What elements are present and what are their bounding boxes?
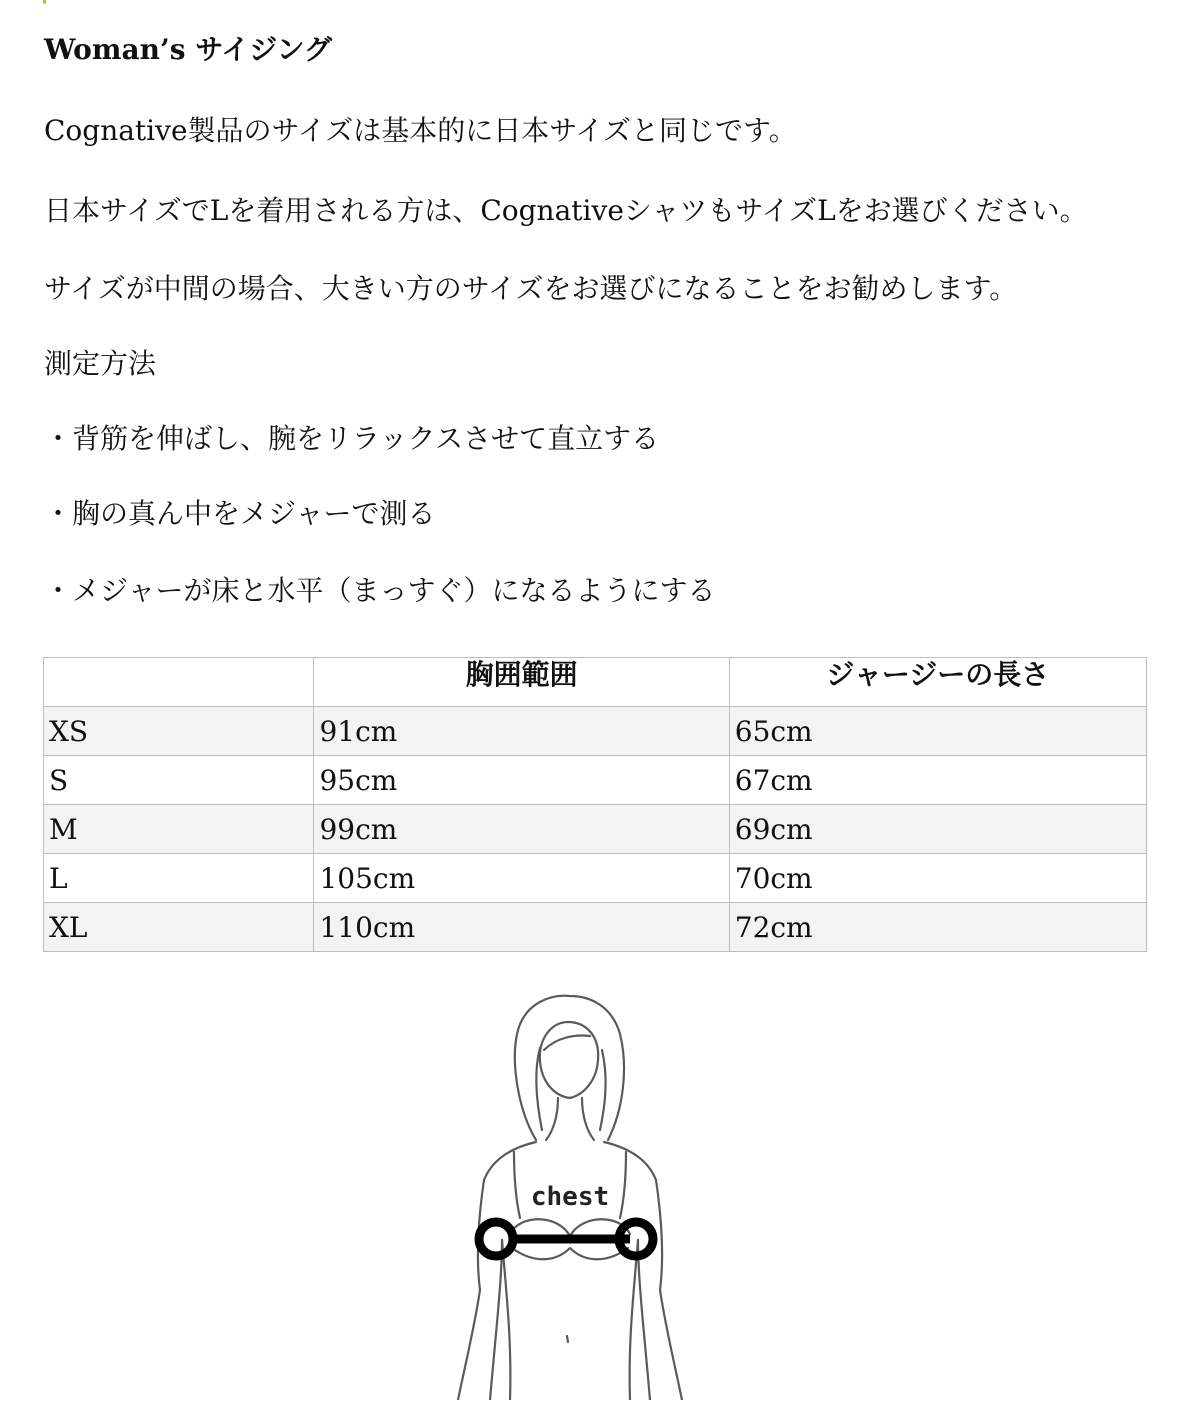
woman-outline-svg [440,990,700,1400]
size-table [43,657,1147,952]
size-cell: L [44,854,314,903]
sizing-paragraph-2: 日本サイズでLを着用される方は、CognativeシャツもサイズLをお選びください。 [44,194,1088,227]
header-chest-range: 胸囲範囲 [314,658,729,707]
size-cell: S [44,756,314,805]
length-cell: 70cm [729,854,1146,903]
size-cell: M [44,805,314,854]
measurement-step-1: ・背筋を伸ばし、腕をリラックスさせて直立する [44,422,660,455]
size-cell: XS [44,707,314,756]
size-cell: XL [44,903,314,952]
chest-cell: 105cm [314,854,729,903]
header-size [44,658,314,707]
measurement-heading: 測定方法 [44,347,157,380]
measurement-step-3: ・メジャーが床と水平（まっすぐ）になるようにする [44,574,716,607]
table-row [44,854,1147,903]
chest-cell: 110cm [314,903,729,952]
header-jersey-length: ジャージーの長さ [729,658,1146,707]
chest-measurement-illustration [440,990,700,1400]
accent-mark [43,0,46,4]
table-row [44,756,1147,805]
table-row [44,903,1147,952]
table-header-row [44,658,1147,707]
length-cell: 67cm [729,756,1146,805]
measurement-step-2: ・胸の真ん中をメジャーで測る [44,497,436,530]
sizing-paragraph-1: Cognative製品のサイズは基本的に日本サイズと同じです。 [44,114,797,147]
length-cell: 65cm [729,707,1146,756]
chest-cell: 99cm [314,805,729,854]
sizing-paragraph-3: サイズが中間の場合、大きい方のサイズをお選びになることをお勧めします。 [44,272,1018,305]
chest-label: chest [530,1182,610,1212]
table-row [44,805,1147,854]
page-title: Woman’s サイジング [44,33,333,66]
length-cell: 72cm [729,903,1146,952]
length-cell: 69cm [729,805,1146,854]
chest-cell: 91cm [314,707,729,756]
chest-cell: 95cm [314,756,729,805]
table-row [44,707,1147,756]
